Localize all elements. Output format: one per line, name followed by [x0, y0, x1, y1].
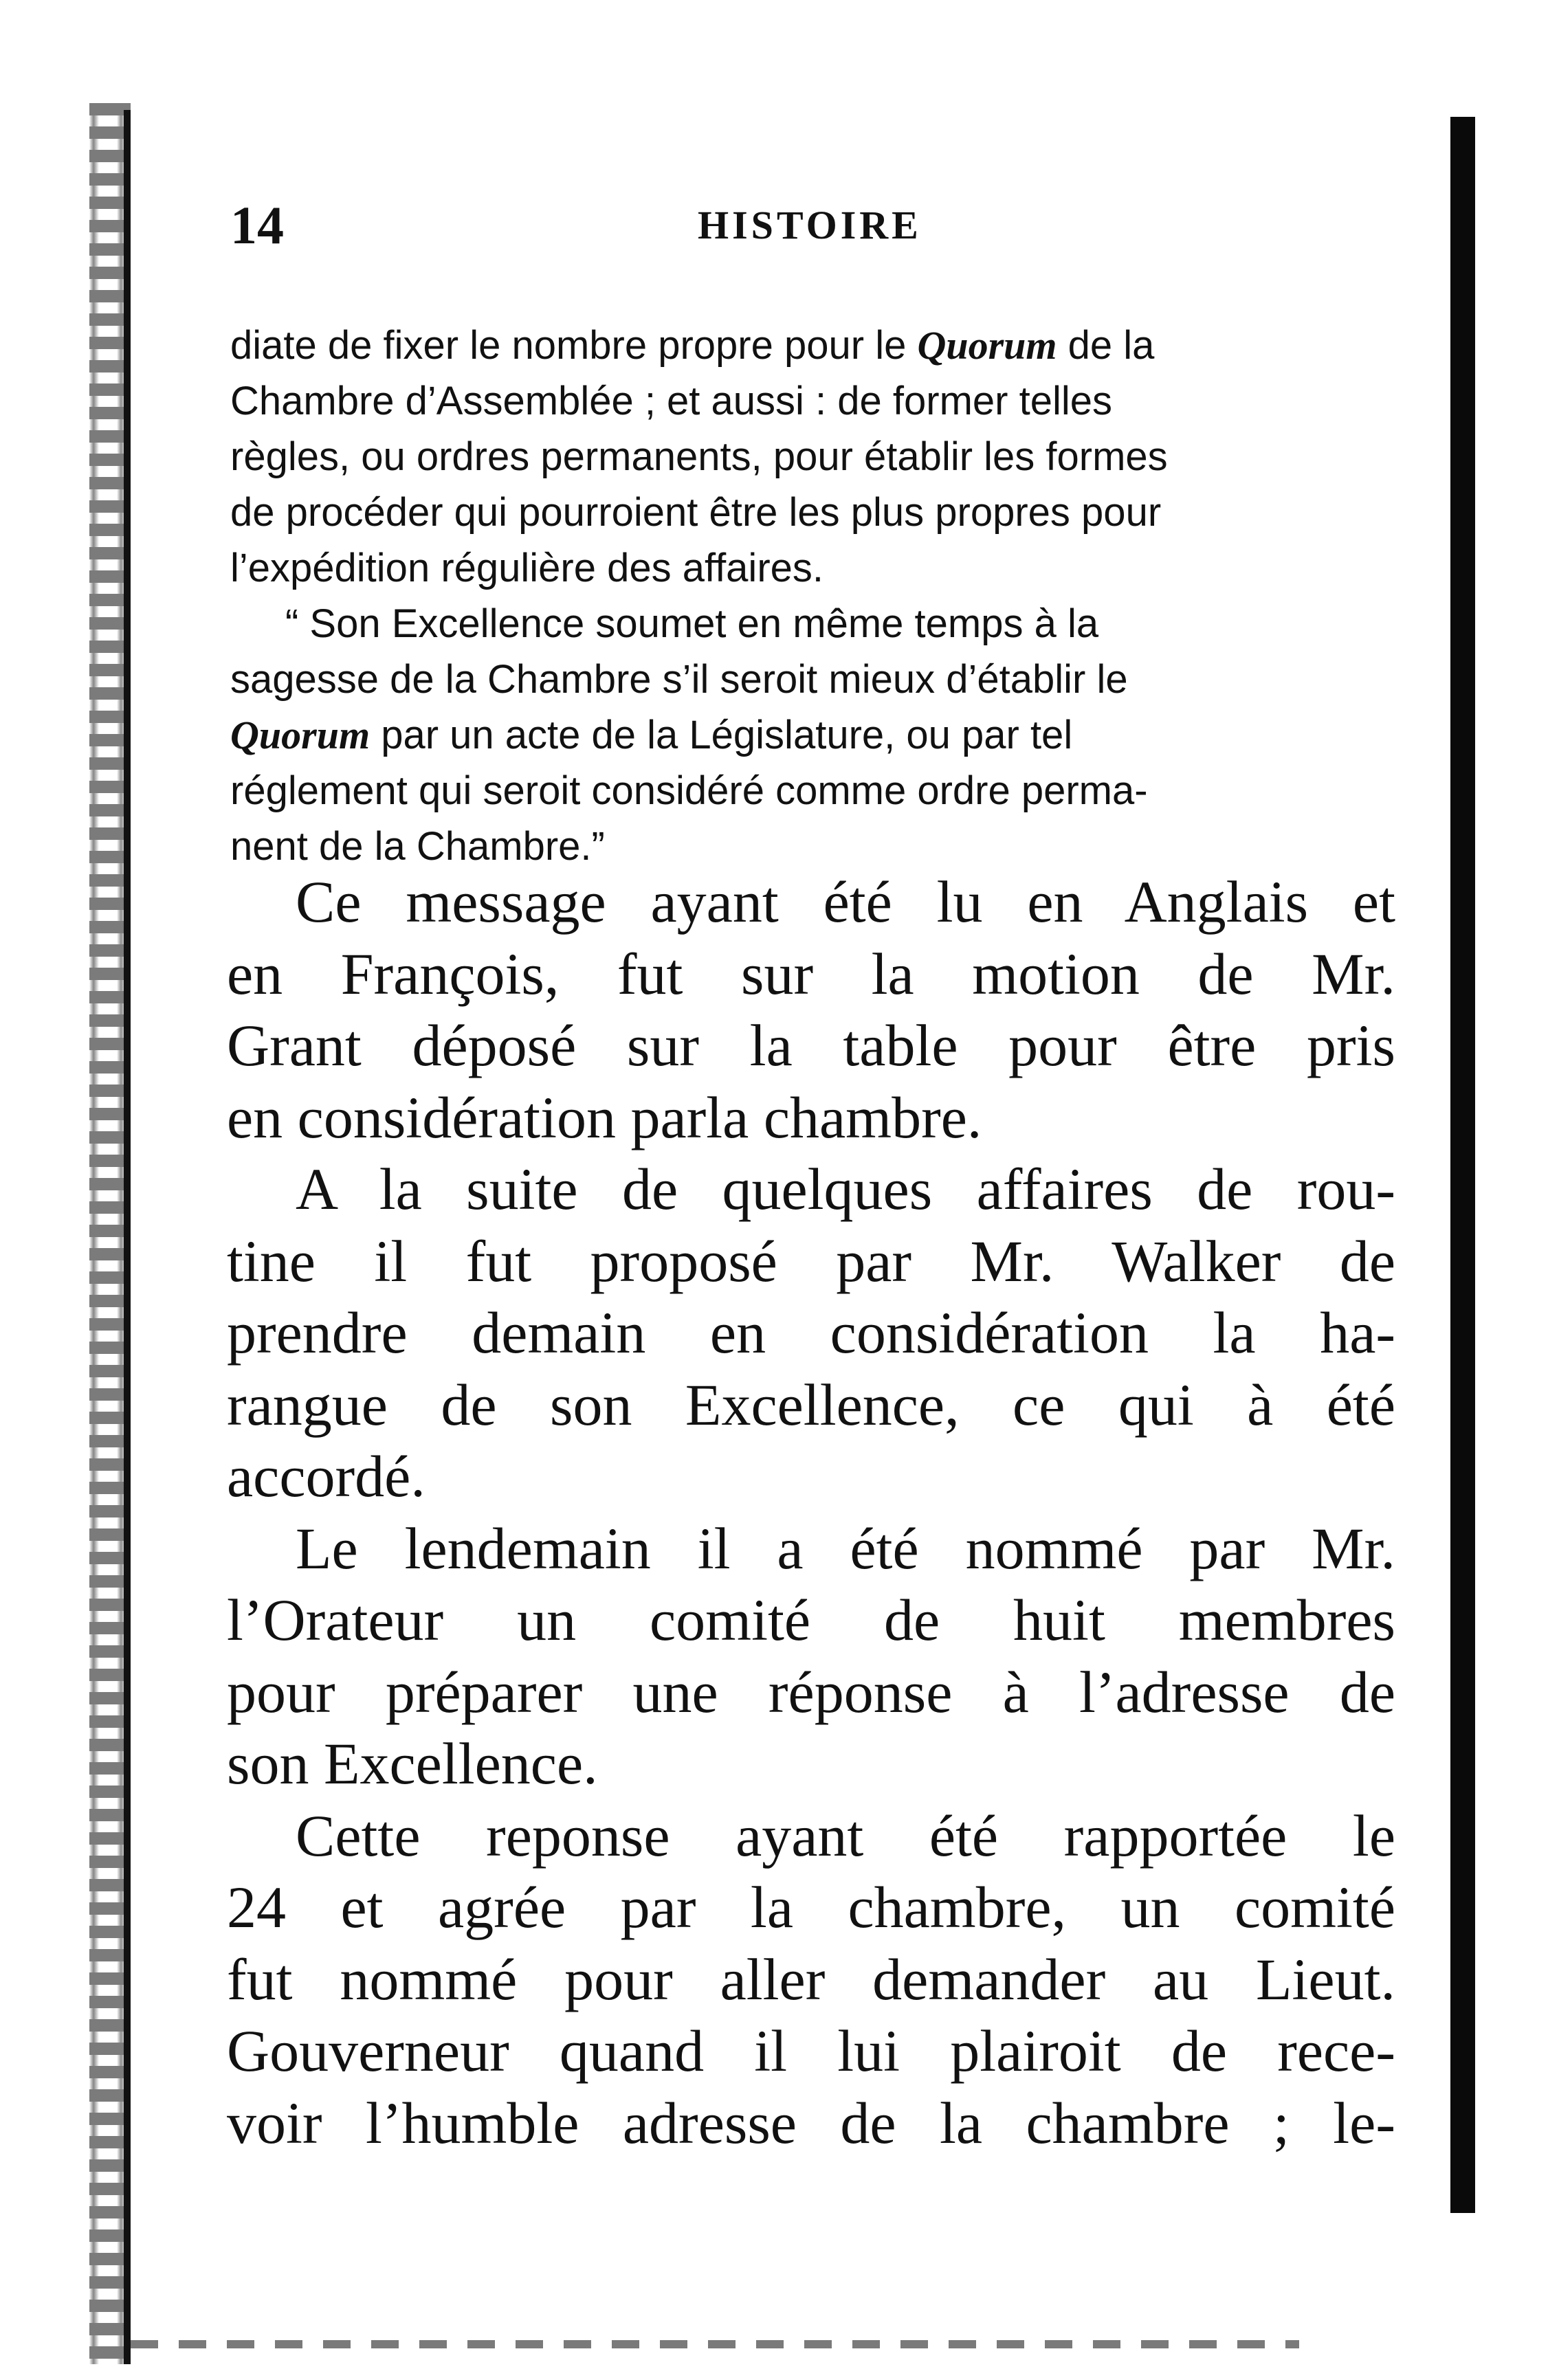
- text-line: en considération parla chambre.: [227, 1084, 982, 1150]
- text-line: règles, ou ordres permanents, pour établir les formes: [230, 434, 1168, 479]
- text-line: Chambre d’Assemblée ; et aussi : de former telles: [230, 379, 1112, 423]
- text-line: Cette reponse ayant été rapportée le: [296, 1802, 1395, 1869]
- text-line: fut nommé pour aller demander au Lieut.: [227, 1946, 1395, 2012]
- quorum-emphasis: Quorum: [917, 323, 1057, 368]
- text-line: Ce message ayant été lu en Anglais et: [296, 869, 1395, 935]
- text-line: tine il fut proposé par Mr. Walker de: [227, 1227, 1395, 1294]
- text-line: accordé.: [227, 1443, 425, 1509]
- text-line: en François, fut sur la motion de Mr.: [227, 940, 1395, 1007]
- text-line: A la suite de quelques affaires de rou-: [296, 1156, 1395, 1222]
- page-header: [230, 191, 1385, 260]
- text-line: rangue de son Excellence, ce qui à été: [227, 1371, 1395, 1438]
- body-text: [227, 866, 1395, 2159]
- text-line: l’Orateur un comité de huit membres: [227, 1587, 1395, 1653]
- text-line: diate de fixer le nombre propre pour le Quorum de la: [230, 323, 1155, 368]
- text-line: son Excellence.: [227, 1731, 598, 1797]
- text-line: pour préparer une réponse à l’adresse de: [227, 1658, 1395, 1725]
- scan-edge-right: [1450, 117, 1475, 2213]
- text-line: sagesse de la Chambre s’il seroit mieux d’établir le: [230, 657, 1128, 702]
- page-number: 14: [230, 195, 284, 255]
- text-line: voir l’humble adresse de la chambre ; le-: [227, 2089, 1395, 2156]
- text-line: l’expédition régulière des affaires.: [230, 546, 824, 590]
- text-line: réglement qui seroit considéré comme ordre perma-: [230, 768, 1148, 813]
- scan-edge-left-line: [124, 110, 131, 2364]
- running-title: HISTOIRE: [698, 203, 922, 247]
- scan-edge-bottom: [131, 2340, 1299, 2348]
- text-line: “ Son Excellence soumet en même temps à la: [285, 601, 1099, 646]
- text-line: Grant déposé sur la table pour être pris: [227, 1012, 1395, 1078]
- text-line: Le lendemain il a été nommé par Mr.: [296, 1515, 1395, 1581]
- text-line: de procéder qui pourroient être les plus propres pour: [230, 490, 1162, 535]
- quorum-emphasis: Quorum: [230, 713, 371, 757]
- text-line: prendre demain en considération la ha-: [227, 1300, 1395, 1366]
- text-line: nent de la Chambre.”: [230, 824, 605, 869]
- quoted-message-text: [230, 318, 1392, 874]
- text-line: Quorum par un acte de la Législature, ou par tel: [230, 713, 1073, 757]
- text-line: Gouverneur quand il lui plairoit de rece-: [227, 2018, 1395, 2084]
- text-line: 24 et agrée par la chambre, un comité: [227, 1874, 1395, 1940]
